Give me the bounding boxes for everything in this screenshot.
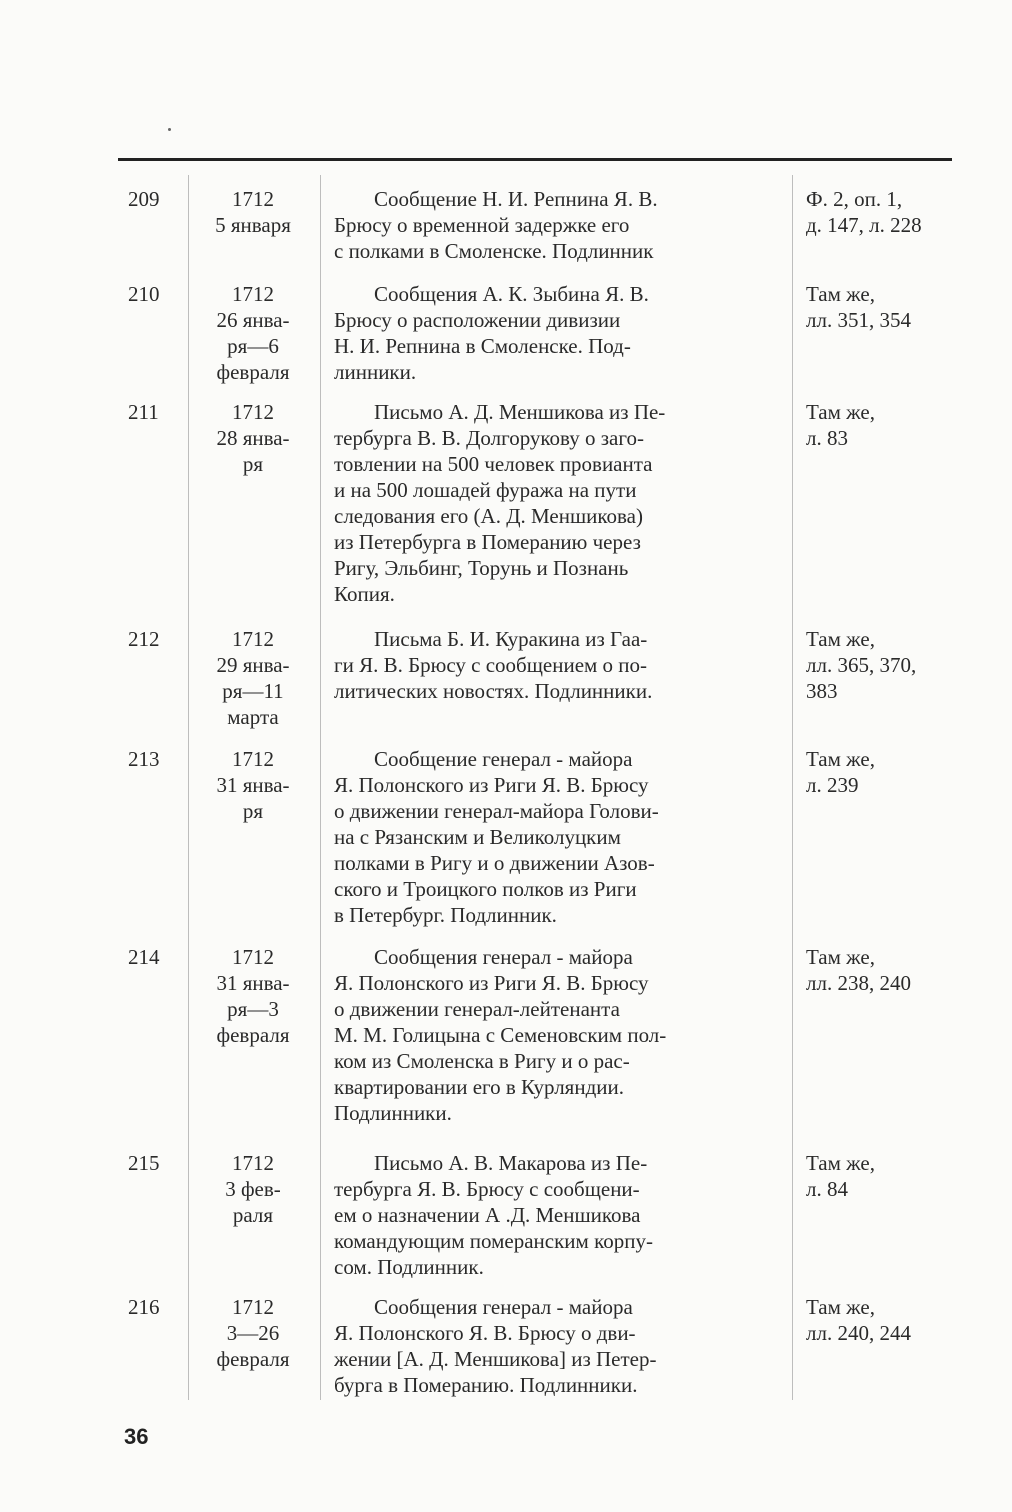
- entry-description-line: Брюсу о временной задержке его: [334, 213, 630, 237]
- entry-description-line: Сообщения генерал - майора: [374, 1295, 633, 1319]
- entry-date-line: ря—3: [227, 997, 279, 1021]
- entry-description-line: о движении генерал-майора Голови-: [334, 799, 659, 823]
- entry-description-line: Письмо А. Д. Меншикова из Пе-: [374, 400, 666, 424]
- entry-date-line: 5 января: [215, 213, 291, 237]
- entry-description-line: Письмо А. В. Макарова из Пе-: [374, 1151, 648, 1175]
- entry-date-line: ря—11: [222, 679, 284, 703]
- entry-number: 209: [128, 187, 160, 211]
- entry-reference-line: л. 239: [806, 773, 859, 797]
- entry-reference-line: л. 84: [806, 1177, 848, 1201]
- entry-reference-line: Там же,: [806, 1295, 875, 1319]
- entry-date-line: марта: [227, 705, 279, 729]
- entry-date-line: 3—26: [226, 1321, 280, 1345]
- entry-description-line: линники.: [334, 360, 417, 384]
- entry-date: [192, 186, 314, 238]
- entry-description-line: полками в Ригу и о движении Азов-: [334, 851, 655, 875]
- entry-description-line: Сообщения генерал - майора: [374, 945, 633, 969]
- entry-date-line: 1712: [232, 945, 274, 969]
- entry-description-line: из Петербурга в Померанию через: [334, 530, 641, 554]
- entry-number: 212: [128, 627, 160, 651]
- entry-reference-line: лл. 240, 244: [806, 1321, 911, 1345]
- page-number: 36: [124, 1424, 149, 1449]
- entry-date: [192, 281, 314, 385]
- entry-description: [334, 1294, 784, 1398]
- entry-date-line: 29 янва-: [216, 653, 290, 677]
- entry-number: 215: [128, 1151, 160, 1175]
- table-top-rule: [118, 158, 952, 161]
- entry-date-line: 1712: [232, 1151, 274, 1175]
- entry-description-line: Сообщение генерал - майора: [374, 747, 633, 771]
- entry-description-line: квартировании его в Курляндии.: [334, 1075, 624, 1099]
- entry-archive-reference: [806, 281, 956, 333]
- entry-description-line: жении [А. Д. Меншикова] из Петер-: [334, 1347, 657, 1371]
- entry-date-line: 1712: [232, 282, 274, 306]
- entry-date: [192, 626, 314, 730]
- print-speck: [168, 128, 171, 131]
- entry-reference-line: Там же,: [806, 282, 875, 306]
- entry-description-line: Я. Полонского Я. В. Брюсу о дви-: [334, 1321, 636, 1345]
- entry-date: [192, 944, 314, 1048]
- column-divider: [188, 175, 189, 1400]
- entry-description-line: Я. Полонского из Риги Я. В. Брюсу: [334, 773, 649, 797]
- entry-number: 211: [128, 400, 159, 424]
- entry-description-line: Ригу, Эльбинг, Торунь и Познань: [334, 556, 629, 580]
- column-divider: [320, 175, 321, 1400]
- entry-description: [334, 944, 784, 1126]
- entry-date-line: февраля: [216, 1023, 290, 1047]
- entry-description-line: М. М. Голицына с Семеновским пол-: [334, 1023, 667, 1047]
- entry-description-line: тербурга Я. В. Брюсу с сообщени-: [334, 1177, 640, 1201]
- entry-date-line: ря: [242, 799, 264, 823]
- entry-reference-line: Ф. 2, оп. 1,: [806, 187, 903, 211]
- entry-description-line: тербурга В. В. Долгорукову о заго-: [334, 426, 644, 450]
- entry-description: [334, 626, 784, 704]
- entry-number: 210: [128, 282, 160, 306]
- entry-date: [192, 399, 314, 477]
- entry-description: [334, 186, 784, 264]
- entry-number: 214: [128, 945, 160, 969]
- entry-reference-line: Там же,: [806, 747, 875, 771]
- entry-description-line: Сообщение Н. И. Репнина Я. В.: [374, 187, 658, 211]
- entry-archive-reference: [806, 944, 956, 996]
- entry-reference-line: Там же,: [806, 945, 875, 969]
- entry-date-line: февраля: [216, 1347, 290, 1371]
- entry-reference-line: д. 147, л. 228: [806, 213, 922, 237]
- entry-description-line: ги Я. В. Брюсу с сообщением о по-: [334, 653, 648, 677]
- entry-reference-line: Там же,: [806, 1151, 875, 1175]
- entry-description-line: литических новостях. Подлинники.: [334, 679, 653, 703]
- entry-description-line: в Петербург. Подлинник.: [334, 903, 557, 927]
- entry-archive-reference: [806, 399, 956, 451]
- entry-date: [192, 746, 314, 824]
- entry-description: [334, 1150, 784, 1280]
- entry-description-line: Сообщения А. К. Зыбина Я. В.: [374, 282, 649, 306]
- entry-number: 216: [128, 1295, 160, 1319]
- entry-date-line: ря—6: [227, 334, 279, 358]
- entry-number: 213: [128, 747, 160, 771]
- entry-date-line: 1712: [232, 187, 274, 211]
- entry-description-line: на с Рязанским и Великолуцким: [334, 825, 621, 849]
- entry-reference-line: Там же,: [806, 627, 875, 651]
- entry-description-line: сом. Подлинник.: [334, 1255, 484, 1279]
- entry-description-line: следования его (А. Д. Меншикова): [334, 504, 643, 528]
- entry-description-line: ского и Троицкого полков из Риги: [334, 877, 637, 901]
- entry-description-line: Я. Полонского из Риги Я. В. Брюсу: [334, 971, 649, 995]
- entry-reference-line: Там же,: [806, 400, 875, 424]
- entry-description-line: бурга в Померанию. Подлинники.: [334, 1373, 638, 1397]
- entry-reference-line: 383: [806, 679, 838, 703]
- entry-description-line: командующим померанским корпу-: [334, 1229, 653, 1253]
- entry-archive-reference: [806, 746, 956, 798]
- entry-description-line: ем о назначении А .Д. Меншикова: [334, 1203, 641, 1227]
- entry-date-line: 1712: [232, 627, 274, 651]
- entry-date-line: 28 янва-: [216, 426, 290, 450]
- entry-date-line: 31 янва-: [216, 773, 290, 797]
- entry-date-line: 26 янва-: [216, 308, 290, 332]
- entry-date-line: ря: [242, 452, 264, 476]
- entry-description: [334, 281, 784, 385]
- entry-date-line: февраля: [216, 360, 290, 384]
- entry-archive-reference: [806, 186, 956, 238]
- entry-description-line: ком из Смоленска в Ригу и о рас-: [334, 1049, 630, 1073]
- entry-description-line: и на 500 лошадей фуража на пути: [334, 478, 637, 502]
- entry-archive-reference: [806, 626, 956, 704]
- entry-date-line: 31 янва-: [216, 971, 290, 995]
- entry-archive-reference: [806, 1294, 956, 1346]
- entry-date: [192, 1294, 314, 1372]
- entry-date: [192, 1150, 314, 1228]
- column-divider: [792, 175, 793, 1400]
- entry-reference-line: л. 83: [806, 426, 848, 450]
- entry-date-line: раля: [232, 1203, 274, 1227]
- entry-description-line: с полками в Смоленске. Подлинник: [334, 239, 654, 263]
- entry-date-line: 1712: [232, 400, 274, 424]
- entry-reference-line: лл. 365, 370,: [806, 653, 917, 677]
- entry-date-line: 1712: [232, 747, 274, 771]
- entry-description: [334, 399, 784, 607]
- entry-description-line: о движении генерал-лейтенанта: [334, 997, 620, 1021]
- entry-date-line: 3 фев-: [225, 1177, 281, 1201]
- entry-description: [334, 746, 784, 928]
- entry-reference-line: лл. 238, 240: [806, 971, 911, 995]
- entry-description-line: Брюсу о расположении дивизии: [334, 308, 621, 332]
- entry-date-line: 1712: [232, 1295, 274, 1319]
- entry-description-line: Подлинники.: [334, 1101, 452, 1125]
- entry-description-line: Н. И. Репнина в Смоленске. Под-: [334, 334, 631, 358]
- entry-description-line: Письма Б. И. Куракина из Гаа-: [374, 627, 648, 651]
- entry-reference-line: лл. 351, 354: [806, 308, 911, 332]
- entry-archive-reference: [806, 1150, 956, 1202]
- entry-description-line: Копия.: [334, 582, 395, 606]
- entry-description-line: товлении на 500 человек провианта: [334, 452, 653, 476]
